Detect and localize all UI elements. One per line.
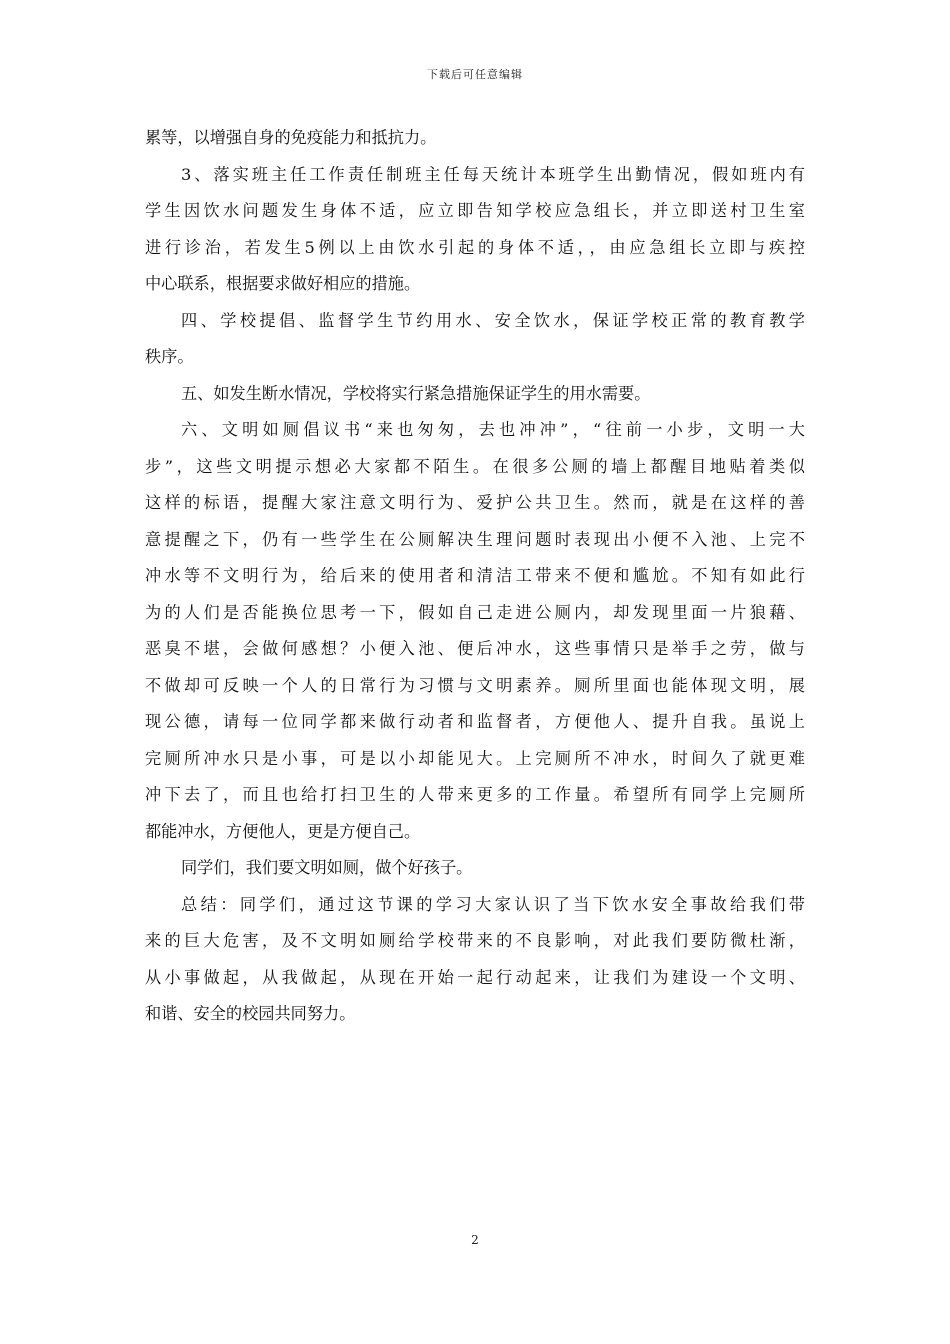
- text-line: 从小事做起，从我做起，从现在开始一起行动起来，让我们为建设一个文明、: [145, 967, 805, 987]
- text-line: 中心联系，根据要求做好相应的措施。: [145, 274, 421, 293]
- text-line: 为的人们是否能换位思考一下，假如自己走进公厕内，却发现里面一片狼藉、: [145, 602, 805, 622]
- paragraph-exhortation: [145, 850, 805, 887]
- text-line: 完厕所冲水只是小事，可是以小却能见大。上完厕所不冲水，时间久了就更难: [145, 748, 805, 768]
- paragraph-section-5: [145, 376, 805, 413]
- paragraph-section-6: [145, 412, 805, 850]
- paragraph-section-4: [145, 303, 805, 376]
- text-line: 步”，这些文明提示想必大家都不陌生。在很多公厕的墙上都醒目地贴着类似: [145, 456, 805, 476]
- text-line: 恶臭不堪，会做何感想？小便入池、便后冲水，这些事情只是举手之劳，做与: [145, 639, 805, 658]
- text-line: 同学们，我们要文明如厕，做个好孩子。: [181, 858, 473, 877]
- text-line: 学生因饮水问题发生身体不适，应立即告知学校应急组长，并立即送村卫生室: [145, 201, 805, 220]
- text-line: 五、如发生断水情况，学校将实行紧急措施保证学生的用水需要。: [181, 383, 651, 403]
- text-line: 来的巨大危害，及不文明如厕给学校带来的不良影响，对此我们要防微杜渐，: [145, 931, 805, 950]
- text-line: 和谐、安全的校园共同努力。: [145, 1004, 356, 1023]
- text-line: 不做却可反映一个人的日常行为习惯与文明素养。厕所里面也能体现文明，展: [145, 675, 805, 695]
- document-body: [145, 120, 805, 1033]
- text-line: 进行诊治，若发生5例以上由饮水引起的身体不适，，由应急组长立即与疾控: [145, 237, 805, 257]
- text-line: 都能冲水，方便他人，更是方便自己。: [145, 821, 421, 841]
- text-line: 六、文明如厕倡议书“来也匆匆，去也冲冲”，“往前一小步，文明一大: [181, 420, 805, 439]
- page-number: 2: [471, 1233, 479, 1247]
- paragraph-summary: [145, 887, 805, 1033]
- page-header: 下载后可任意编辑: [427, 68, 523, 81]
- text-line: 冲水等不文明行为，给后来的使用者和清洁工带来不便和尴尬。不知有如此行: [145, 566, 805, 585]
- text-line: 现公德，请每一位同学都来做行动者和监督者，方便他人、提升自我。虽说上: [145, 712, 805, 731]
- paragraph-item-3: [145, 157, 805, 303]
- text-line: 累等，以增强自身的免疫能力和抵抗力。: [145, 128, 437, 147]
- text-line: 冲下去了，而且也给打扫卫生的人带来更多的工作量。希望所有同学上完厕所: [145, 785, 805, 804]
- text-line: 这样的标语，提醒大家注意文明行为、爱护公共卫生。然而，就是在这样的善: [145, 493, 805, 512]
- paragraph-continuation: [145, 120, 805, 157]
- text-line: 3、落实班主任工作责任制班主任每天统计本班学生出勤情况，假如班内有: [181, 164, 805, 184]
- text-line: 秩序。: [145, 347, 194, 366]
- text-line: 四、学校提倡、监督学生节约用水、安全饮水，保证学校正常的教育教学: [181, 310, 805, 330]
- text-line: 意提醒之下，仍有一些学生在公厕解决生理问题时表现出小便不入池、上完不: [145, 529, 805, 549]
- text-line: 总结：同学们，通过这节课的学习大家认识了当下饮水安全事故给我们带: [181, 894, 805, 914]
